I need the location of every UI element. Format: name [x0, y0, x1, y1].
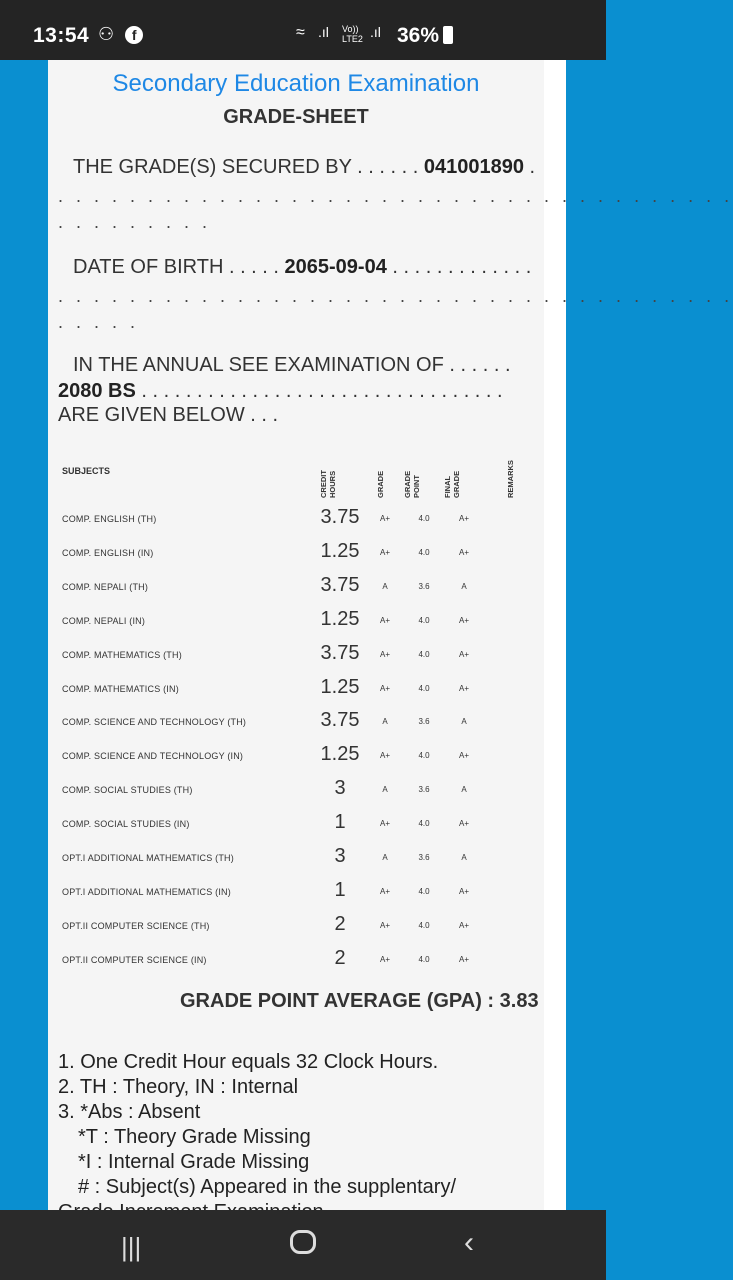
- grade-point-cell: 4.0: [418, 683, 430, 693]
- subject-cell: OPT.II COMPUTER SCIENCE (TH): [62, 920, 210, 931]
- note-item: 3. *Abs : Absent: [58, 1101, 201, 1123]
- secured-by-label: THE GRADE(S) SECURED BY: [73, 156, 352, 178]
- header-grade-text: GRADE: [376, 470, 385, 498]
- subject-cell: COMP. ENGLISH (IN): [62, 547, 154, 558]
- dots: . . . . . .: [357, 156, 424, 178]
- subject-cell: OPT.II COMPUTER SCIENCE (IN): [62, 954, 207, 965]
- final-grade-cell: A: [461, 853, 467, 862]
- grade-cell: A+: [379, 751, 390, 761]
- header-remarks: [500, 440, 530, 498]
- subject-cell: COMP. MATHEMATICS (IN): [62, 683, 179, 694]
- header-grade-point: [403, 440, 440, 498]
- right-edge: [566, 60, 606, 1210]
- recent-apps-icon[interactable]: |||: [121, 1232, 142, 1262]
- dob-line: [73, 256, 531, 279]
- table-row: [58, 672, 538, 706]
- dots: . . . . . . . . . . . . . . . . . . . . . . . . . . . . . . . . .: [141, 380, 503, 402]
- final-grade-cell: A+: [458, 514, 469, 523]
- grade-point-cell: 4.0: [418, 920, 430, 930]
- header-remarks-text: REMARKS: [506, 460, 515, 498]
- given-below: ARE GIVEN BELOW . . .: [58, 404, 279, 426]
- final-grade-cell: A+: [458, 920, 469, 930]
- credit-hours-cell: 3.75: [320, 506, 360, 528]
- subject-cell: COMP. SCIENCE AND TECHNOLOGY (TH): [62, 717, 247, 728]
- table-row: [58, 502, 538, 536]
- subject-cell: OPT.I ADDITIONAL MATHEMATICS (TH): [62, 853, 234, 863]
- exam-label: IN THE ANNUAL SEE EXAMINATION OF: [73, 354, 444, 376]
- battery-percent: 36%: [397, 24, 440, 47]
- table-row: [58, 604, 538, 638]
- grade-point-cell: 4.0: [418, 819, 430, 829]
- grade-point-cell: 4.0: [418, 649, 430, 659]
- grade-cell: A: [382, 581, 388, 591]
- grade-cell: A+: [379, 954, 390, 964]
- symbol-number: 041001890: [423, 156, 524, 178]
- back-icon[interactable]: ‹: [464, 1226, 474, 1259]
- grade-cell: A+: [379, 615, 390, 625]
- table-row: [58, 705, 538, 739]
- grade-point-cell: 3.6: [418, 853, 430, 862]
- final-grade-cell: A+: [458, 547, 469, 557]
- final-grade-cell: A: [461, 717, 467, 727]
- table-row: [58, 909, 538, 943]
- table-row: [58, 943, 538, 977]
- grade-cell: A: [382, 785, 388, 795]
- notes-list: [58, 1050, 456, 1225]
- dob-label: DATE OF BIRTH: [73, 256, 224, 278]
- grade-point-cell: 4.0: [418, 514, 430, 523]
- grade-point-cell: 4.0: [418, 751, 430, 761]
- credit-hours-cell: 3: [334, 777, 346, 800]
- signal-icon-2: .ıl: [370, 24, 381, 40]
- subject-cell: COMP. SOCIAL STUDIES (TH): [62, 785, 193, 796]
- status-time: 13:54: [33, 24, 90, 47]
- dotted-line: . . . . . . . . . . . . . . . . . . . . . . . . . . . . . . . . . . . . . .: [58, 186, 733, 206]
- exam-year: 2080 BS: [58, 380, 136, 402]
- grade-cell: A+: [379, 514, 390, 523]
- subject-cell: COMP. NEPALI (IN): [62, 615, 146, 626]
- note-item: *T : Theory Grade Missing: [78, 1126, 311, 1148]
- header-grade-point-text: GRADE POINT: [403, 470, 421, 498]
- grade-cell: A+: [379, 920, 390, 930]
- header-final-grade: [443, 440, 480, 498]
- credit-hours-cell: 2: [334, 946, 346, 969]
- table-row: [58, 638, 538, 672]
- table-row: [58, 773, 538, 807]
- secured-by-line: [73, 156, 535, 179]
- credit-hours-cell: 1.25: [320, 743, 360, 766]
- status-left-icons: [98, 24, 149, 45]
- credit-hours-cell: 1.25: [320, 607, 360, 630]
- battery-indicator: [397, 24, 453, 48]
- right-margin: [544, 60, 566, 1210]
- note-item: # : Subject(s) Appeared in the supplentary/: [78, 1176, 457, 1198]
- grade-cell: A+: [379, 547, 390, 557]
- grade-point-cell: 4.0: [418, 954, 430, 964]
- grade-cell: A: [382, 853, 388, 862]
- dotted-line: . . . . . . . . . . . . . . . . . . . . . . . . . . . . . . . . . . . . . .: [58, 286, 733, 306]
- dots: . . . . . .: [449, 354, 511, 376]
- signal-icon: .ıl: [318, 24, 329, 40]
- table-row: [58, 875, 538, 909]
- final-grade-cell: A+: [458, 886, 469, 896]
- credit-hours-cell: 3.75: [320, 709, 360, 732]
- header-credit-hours: [319, 440, 356, 498]
- credit-hours-cell: 1: [334, 878, 346, 901]
- network-label: Vo)) LTE2: [342, 24, 363, 44]
- final-grade-cell: A+: [458, 615, 469, 625]
- credit-hours-cell: 3.75: [320, 573, 360, 596]
- grade-point-cell: 4.0: [418, 615, 430, 625]
- grade-point-cell: 4.0: [418, 547, 430, 557]
- subject-cell: COMP. ENGLISH (TH): [62, 514, 157, 524]
- final-grade-cell: A+: [458, 649, 469, 659]
- grade-cell: A+: [379, 886, 390, 896]
- header-final-grade-text: FINAL GRADE: [443, 470, 461, 498]
- home-icon[interactable]: [290, 1230, 316, 1254]
- credit-hours-cell: 1.25: [320, 539, 360, 562]
- page-subtitle: GRADE-SHEET: [223, 106, 369, 128]
- header-credit-hours-text: CREDIT HOURS: [319, 470, 337, 498]
- navigation-bar: [0, 1210, 606, 1280]
- grade-cell: A+: [379, 683, 390, 693]
- grade-point-cell: 3.6: [418, 581, 430, 591]
- final-grade-cell: A: [461, 581, 467, 591]
- dotted-line: . . . . . . . . .: [58, 212, 212, 232]
- grade-point-cell: 3.6: [418, 785, 430, 795]
- grade-cell: A: [382, 717, 388, 727]
- grade-cell: A+: [379, 649, 390, 659]
- left-margin: [0, 60, 48, 1210]
- credit-hours-cell: 3: [334, 845, 346, 867]
- table-row: [58, 570, 538, 604]
- note-item: 1. One Credit Hour equals 32 Clock Hours.: [58, 1051, 439, 1073]
- subject-cell: OPT.I ADDITIONAL MATHEMATICS (IN): [62, 886, 231, 897]
- grade-cell: A+: [379, 819, 390, 829]
- dots: . . . . .: [228, 256, 285, 278]
- battery-icon: [443, 26, 453, 44]
- table-row: [58, 739, 538, 773]
- person-icon: ⚇: [98, 24, 115, 44]
- final-grade-cell: A: [461, 785, 467, 795]
- subject-cell: COMP. SOCIAL STUDIES (IN): [62, 819, 190, 830]
- final-grade-cell: A+: [458, 683, 469, 693]
- status-bar: [0, 0, 606, 60]
- page-title: Secondary Education Examination: [112, 70, 480, 97]
- header-grade: [370, 440, 400, 498]
- gpa-summary: GRADE POINT AVERAGE (GPA) : 3.83: [180, 990, 539, 1012]
- header-subjects: SUBJECTS: [62, 466, 111, 476]
- credit-hours-cell: 3.75: [320, 641, 360, 664]
- facebook-icon: f: [125, 26, 143, 44]
- note-item: 2. TH : Theory, IN : Internal: [58, 1076, 299, 1098]
- final-grade-cell: A+: [458, 954, 469, 964]
- wifi-icon: ≈: [296, 24, 305, 41]
- dots: .: [529, 156, 536, 178]
- credit-hours-cell: 1.25: [320, 675, 360, 698]
- note-item: *I : Internal Grade Missing: [78, 1151, 310, 1173]
- table-row: [58, 841, 538, 875]
- exam-year-line: [58, 380, 503, 403]
- exam-line: [73, 354, 511, 377]
- table-header: [58, 440, 538, 500]
- grade-point-cell: 3.6: [418, 717, 430, 727]
- subject-cell: COMP. MATHEMATICS (TH): [62, 649, 182, 660]
- dotted-line: . . . . .: [58, 312, 140, 332]
- dob-value: 2065-09-04: [284, 256, 387, 278]
- final-grade-cell: A+: [458, 819, 469, 829]
- subject-cell: COMP. NEPALI (TH): [62, 581, 149, 592]
- table-row: [58, 807, 538, 841]
- subject-cell: COMP. SCIENCE AND TECHNOLOGY (IN): [62, 751, 244, 762]
- credit-hours-cell: 1: [334, 811, 346, 834]
- dots: . . . . . . . . . . . . .: [392, 256, 532, 278]
- table-row: [58, 536, 538, 570]
- final-grade-cell: A+: [458, 751, 469, 761]
- grade-sheet-page[interactable]: [48, 60, 733, 1210]
- credit-hours-cell: 2: [334, 912, 346, 935]
- grade-point-cell: 4.0: [418, 886, 430, 896]
